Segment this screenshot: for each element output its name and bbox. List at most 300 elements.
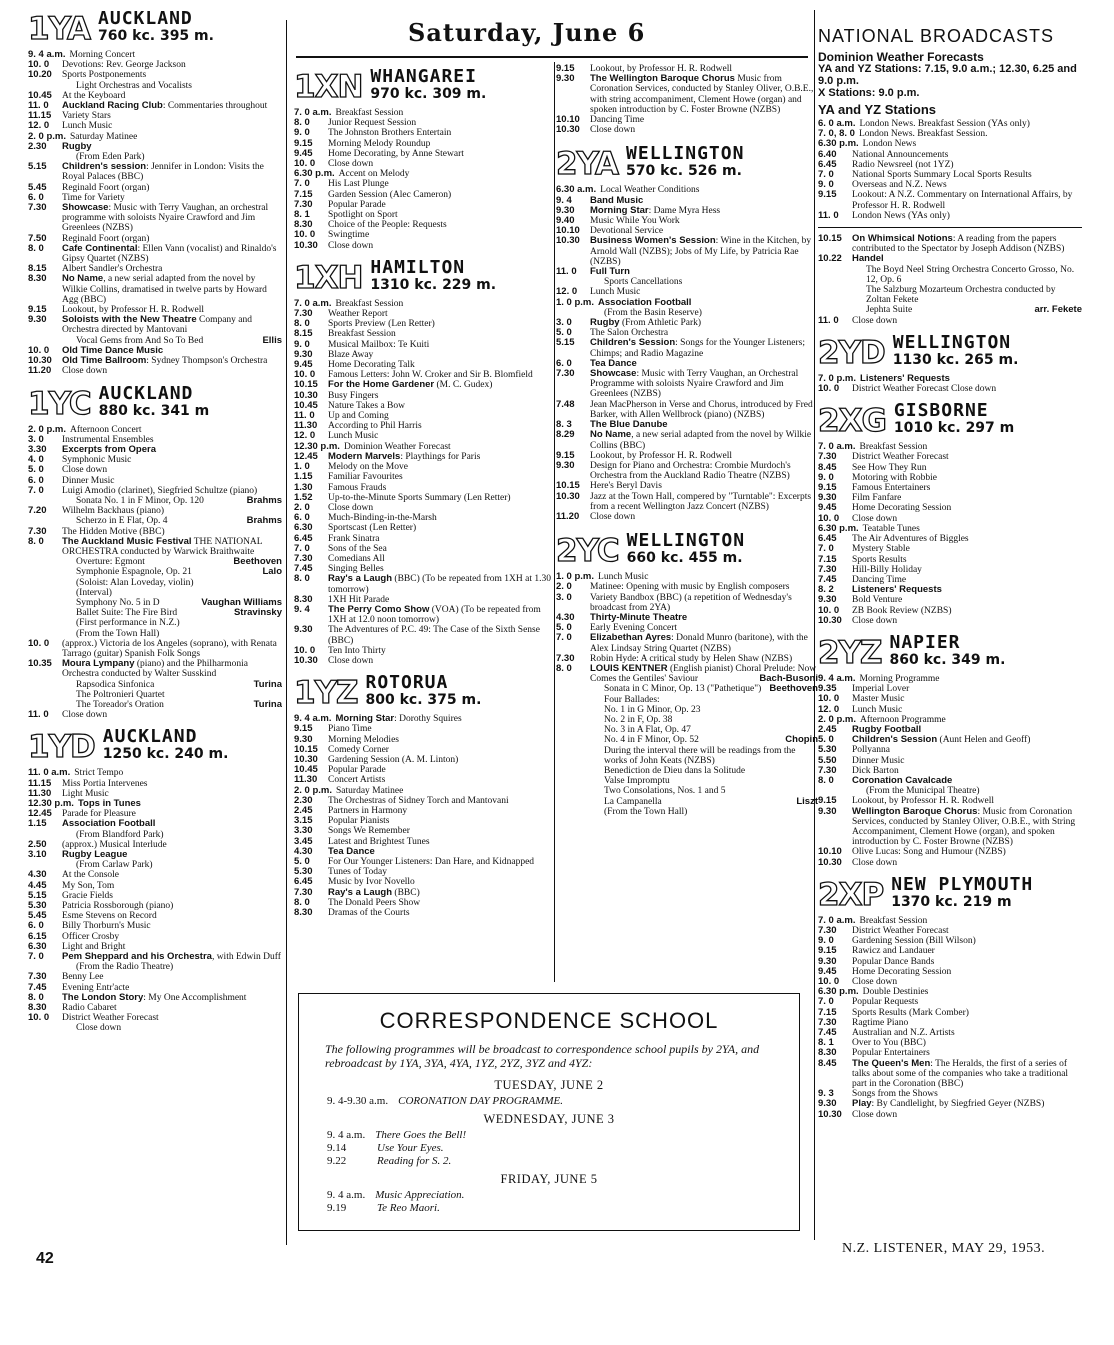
- programme-description: Tunes of Today: [328, 867, 387, 878]
- composer: Brahms: [246, 515, 282, 527]
- programme-description: No. 1 in G Minor, Op. 23: [604, 704, 701, 715]
- programme-time: 5.45: [28, 910, 47, 922]
- programme-description: Vocal Gems from And So To Bed Ellis: [76, 334, 282, 346]
- programme-description: Children's Session: Songs for the Younger Listeners; Chimps; and Radio Magazine: [590, 337, 805, 359]
- programme-time: 9. 4: [294, 603, 310, 615]
- programme-time: 5.30: [818, 744, 837, 756]
- programme-time: 5.15: [28, 161, 47, 173]
- programme-description: Four Ballades:: [604, 694, 660, 705]
- programme-time: 3.45: [294, 835, 313, 847]
- programme-list: [28, 768, 282, 1033]
- programme-entry: [818, 234, 1082, 254]
- programme-entry: [28, 60, 282, 70]
- programme-description: Dramas of the Courts: [328, 908, 410, 919]
- programme-time: 5. 0: [28, 464, 44, 476]
- programme-time: 10.30: [818, 856, 842, 868]
- programme-description: Junior Request Session: [328, 118, 417, 129]
- programme-list: [294, 299, 552, 666]
- programme-time: 7. 0 a.m.: [818, 914, 856, 926]
- programme-description: Symphony No. 5 in D Vaughan Williams: [76, 596, 282, 608]
- programme-description: No. 3 in A Flat, Op. 47: [604, 725, 691, 736]
- station-logo: 2YD: [818, 334, 885, 371]
- programme-time: 6. 0 a.m.: [818, 118, 856, 129]
- programme-time: 10.45: [294, 399, 318, 411]
- correspondence-time: 9.22: [327, 1155, 347, 1167]
- programme-entry: [28, 315, 282, 335]
- programme-title: Rugby: [62, 140, 92, 152]
- programme-title: The Auckland Music Festival: [62, 535, 192, 547]
- programme-description: Breakfast Session: [859, 915, 928, 926]
- correspondence-programme: Music Appreciation.: [375, 1189, 465, 1201]
- programme-entry: [556, 277, 818, 287]
- programme-time: 8. 0: [28, 535, 44, 547]
- programme-time: 7. 0 a.m.: [294, 297, 332, 309]
- correspondence-programme: Use Your Eyes.: [377, 1142, 444, 1154]
- programme-time: 6. 0: [28, 920, 44, 932]
- programme-entry: [28, 690, 282, 700]
- programme-description: Musical Mailbox: Te Kuiti: [328, 339, 430, 350]
- programme-entry: [818, 555, 1082, 565]
- programme-time: 9.30: [294, 348, 313, 360]
- programme-description: During the interval there will be readings from the works of John Keats (NZBS): [604, 745, 796, 766]
- programme-entry: [818, 1018, 1082, 1028]
- programme-entry: [556, 461, 818, 481]
- programme-description: Breakfast Session: [335, 298, 404, 309]
- programme-time: 10. 0: [294, 229, 316, 241]
- programme-entry: [294, 190, 552, 200]
- programme-time: 10.30: [556, 490, 580, 502]
- programme-description: According to Phil Harris: [328, 421, 422, 432]
- programme-time: 5.30: [294, 866, 313, 878]
- programme-time: 8. 0: [28, 991, 44, 1003]
- programme-entry: [28, 455, 282, 465]
- programme-description: The Salzburg Mozarteum Orchestra conducted by Zoltan Fekete: [866, 285, 1056, 306]
- programme-time: 9.30: [556, 459, 575, 471]
- programme-description: London News (YAs only): [852, 210, 950, 221]
- programme-entry: [818, 384, 1082, 394]
- programme-description: [78, 799, 282, 809]
- programme-entry: [294, 786, 552, 796]
- programme-time: 10. 0: [28, 344, 50, 356]
- programme-description: Close down: [328, 159, 374, 170]
- programme-entry: [28, 486, 282, 496]
- programme-description: Rapsodica Sinfonica Turina: [76, 678, 282, 690]
- programme-entry: [294, 513, 552, 523]
- programme-entry: [28, 830, 282, 840]
- programme-title: The Blue Danube: [590, 419, 668, 431]
- station-logo: 1YA: [28, 11, 91, 47]
- programme-time: 7.30: [28, 202, 47, 214]
- programme-description: (From the Municipal Theatre): [866, 786, 980, 797]
- programme-description: [62, 445, 282, 455]
- station-name: WELLINGTON: [892, 331, 1012, 353]
- page-date-header: Saturday, June 6: [408, 18, 646, 47]
- weather-x: X Stations: 9.0 p.m.: [818, 87, 920, 99]
- programme-time: 8.30: [294, 907, 313, 919]
- programme-entry: [556, 766, 818, 776]
- programme-entry: [28, 274, 282, 305]
- programme-time: 2. 0: [294, 501, 310, 513]
- programme-time: 5. 0: [818, 734, 834, 746]
- programme-description: Devotions: Rev. George Jackson: [62, 60, 186, 71]
- national-broadcasts-title: NATIONAL BROADCASTS: [818, 26, 1055, 46]
- programme-time: 8.45: [818, 1057, 837, 1069]
- programme-description: On Whimsical Notions: A reading from the papers contributed to the Spectator by Joseph Addison (NZBS): [852, 233, 1065, 255]
- programme-time: 10.10: [556, 225, 580, 237]
- programme-list: [294, 714, 552, 918]
- programme-description: Wilhelm Backhaus (piano): [62, 506, 164, 517]
- programme-time: 10.30: [294, 389, 318, 401]
- programme-description: Popular Requests: [852, 997, 919, 1008]
- programme-title: Handel: [852, 253, 884, 265]
- programme-entry: [818, 565, 1082, 575]
- programme-time: 10. 0: [28, 637, 50, 649]
- programme-description: Lunch Music: [598, 572, 649, 583]
- programme-time: 12. 0: [818, 703, 840, 715]
- programme-entry: [556, 613, 818, 623]
- programme-entry: [294, 523, 552, 533]
- programme-title: Ray's a Laugh: [328, 573, 393, 585]
- programme-description: Old Time Ballroom: Sydney Thompson's Orchestra: [62, 355, 268, 367]
- programme-time: 10.30: [294, 753, 318, 765]
- programme-description: Symphonie Espagnole, Op. 21 Lalo: [76, 566, 282, 578]
- programme-description: Radio Cabaret: [62, 1003, 117, 1014]
- programme-time: 9. 4 a.m.: [818, 672, 856, 684]
- weather-ya-yz: YA and YZ Stations: 7.15, 9.0 a.m.; 12.30, 6.25 and 9.0 p.m.: [818, 63, 1077, 87]
- programme-description: Light Music: [62, 788, 109, 799]
- programme-description: Breakfast Session: [328, 329, 396, 340]
- programme-time: [818, 285, 852, 305]
- programme-description: Cafe Continental: Ellen Vann (vocalist) and Rinaldo's Gipsy Quartet (NZBS): [62, 242, 277, 265]
- programme-time: 10. 0: [294, 158, 316, 170]
- programme-list: [294, 108, 552, 251]
- programme-entry: [294, 220, 552, 230]
- programme-description: Reginald Foort (organ): [62, 233, 150, 244]
- programme-entry: [294, 421, 552, 431]
- composer: Bach-Busoni: [759, 673, 818, 685]
- programme-description: Time for Variety: [62, 192, 125, 203]
- programme-entry: [294, 534, 552, 544]
- programme-entry: [28, 50, 282, 60]
- programme-entry: [28, 567, 282, 577]
- station-header: [28, 382, 282, 422]
- station-name: AUCKLAND: [98, 8, 193, 29]
- programme-time: 9.45: [294, 359, 313, 371]
- correspondence-item: [299, 1142, 799, 1155]
- programme-entry: [818, 997, 1082, 1007]
- programme-list: [818, 374, 1082, 394]
- programme-description: [62, 819, 282, 829]
- programme-title: On Whimsical Notions: [852, 233, 953, 245]
- weather-title: Dominion Weather Forecasts: [818, 50, 984, 64]
- programme-description: [62, 142, 282, 152]
- programme-time: 6.30 p.m.: [818, 986, 859, 998]
- programme-time: 10. 0: [818, 976, 840, 987]
- programme-description: The Toreador's Oration Turina: [76, 698, 282, 710]
- programme-entry: [28, 932, 282, 942]
- programme-time: 10.22: [818, 253, 842, 265]
- programme-description: Songs We Remember: [328, 826, 410, 837]
- programme-entry: [294, 340, 552, 350]
- programme-time: 9.15: [556, 64, 575, 74]
- programme-entry: [556, 664, 818, 684]
- programme-time: 2. 0 p.m.: [28, 130, 67, 142]
- programme-time: 7.15: [294, 188, 313, 200]
- programme-description: Film Fanfare: [852, 493, 902, 504]
- programme-entry: [556, 369, 818, 400]
- programme-description: Close down: [62, 710, 108, 721]
- programme-title: Children's Session: [852, 734, 938, 746]
- programme-time: 12.45: [28, 808, 52, 820]
- programme-description: Albert Sandler's Orchestra: [62, 264, 163, 275]
- programme-time: 1. 0: [294, 461, 310, 473]
- programme-entry: [294, 139, 552, 149]
- programme-entry: [818, 745, 1082, 755]
- page-number: 42: [36, 1250, 54, 1267]
- programme-description: Pollyanna: [852, 745, 890, 756]
- programme-time: 6.30 p.m.: [294, 168, 335, 180]
- programme-time: 11.20: [28, 365, 52, 377]
- programme-time: 10. 0: [818, 693, 840, 705]
- programme-time: 7.30: [818, 924, 837, 936]
- programme-description: (From the Basin Reserve): [604, 307, 702, 318]
- station-header: [294, 256, 552, 296]
- programme-description: Valse Impromptu: [604, 776, 670, 787]
- programme-time: 6. 0: [28, 191, 44, 203]
- programme-time: 7.45: [28, 981, 47, 993]
- station-logo: 2YC: [556, 533, 619, 570]
- programme-time: 2. 0: [556, 581, 572, 593]
- programme-entry: [28, 81, 282, 91]
- station-frequency: 800 kc. 375 m.: [365, 692, 482, 709]
- programme-entry: [818, 786, 1082, 796]
- programme-entry: [556, 400, 818, 420]
- programme-time: 9. 4 a.m.: [294, 713, 332, 725]
- programme-entry: [294, 169, 552, 179]
- correspondence-programme: CORONATION DAY PROGRAMME.: [398, 1095, 563, 1107]
- programme-time: 11. 0: [556, 266, 577, 278]
- programme-description: Lunch Music: [590, 287, 641, 298]
- programme-time: 11.30: [28, 787, 52, 799]
- programme-entry: [818, 534, 1082, 544]
- programme-time: 9. 0: [294, 127, 310, 139]
- composer: Brahms: [246, 494, 282, 506]
- programme-entry: [294, 625, 552, 645]
- programme-time: 8. 0: [294, 896, 310, 908]
- composer: Ellis: [262, 334, 282, 346]
- programme-entry: [294, 745, 552, 755]
- programme-time: 7.30: [818, 1016, 837, 1028]
- programme-entry: [294, 544, 552, 554]
- programme-time: 4.30: [556, 611, 575, 623]
- programme-description: Over to You (BBC): [852, 1038, 926, 1049]
- programme-description: Dick Barton: [852, 765, 899, 776]
- programme-time: 10.30: [556, 235, 580, 247]
- programme-time: [28, 608, 62, 618]
- composer: Beethoven: [233, 556, 282, 568]
- programme-description: Luigi Amodio (clarinet), Siegfried Schultze (piano): [62, 485, 258, 496]
- programme-description: Business Women's Session: Wine in the Kitchen, by Arnold Wall (NZBS); Jobs of My Life, by Patricia Rae (NZBS): [590, 235, 812, 267]
- programme-entry: [556, 492, 818, 512]
- programme-time: 7. 0: [818, 169, 834, 181]
- programme-entry: [556, 786, 818, 796]
- programme-entry: [28, 121, 282, 131]
- correspondence-day: FRIDAY, JUNE 5: [500, 1172, 598, 1186]
- programme-time: 7. 0 p.m.: [818, 372, 857, 384]
- programme-description: Close down: [62, 465, 108, 476]
- programme-time: 8.15: [28, 263, 47, 275]
- programme-time: 3. 0: [28, 433, 44, 445]
- programme-time: 5.50: [818, 754, 837, 766]
- programme-description: Close down: [852, 977, 898, 987]
- programme-time: [28, 680, 62, 690]
- programme-time: 9.30: [28, 314, 47, 326]
- programme-time: [556, 807, 590, 817]
- programme-time: [28, 588, 62, 598]
- programme-entry: [28, 799, 282, 809]
- station-frequency: 1130 kc. 265 m.: [892, 351, 1019, 368]
- programme-entry: [28, 639, 282, 659]
- programme-description: Sonata in C Minor, Op. 13 ("Pathetique") Beethoven: [604, 683, 818, 695]
- programme-description: Close down: [590, 125, 636, 136]
- correspondence-item: [299, 1202, 799, 1215]
- programme-time: 8. 0: [294, 117, 310, 129]
- programme-time: 9.15: [818, 189, 837, 201]
- composer: Beethoven: [769, 683, 818, 695]
- programme-description: Close down: [328, 240, 374, 251]
- programme-description: Master Music: [852, 694, 905, 705]
- programme-time: 4. 0: [28, 454, 44, 466]
- programme-description: Devotional Service: [590, 226, 664, 237]
- programme-description: Morning Concert: [69, 50, 136, 60]
- programme-time: [28, 618, 62, 628]
- programme-title: Rugby: [590, 317, 620, 329]
- programme-time: 9. 0: [294, 338, 310, 350]
- programme-time: [556, 684, 590, 694]
- programme-entry: [28, 881, 282, 891]
- programme-title: Rugby Football: [852, 723, 922, 735]
- programme-description: Singing Belles: [328, 564, 384, 575]
- programme-description: Rawicz and Landauer: [852, 946, 935, 957]
- programme-time: 1. 0 p.m.: [556, 296, 595, 308]
- programme-time: 10. 0: [294, 369, 316, 381]
- correspondence-time: 9. 4 a.m.: [327, 1129, 366, 1141]
- programme-description: Blaze Away: [328, 349, 374, 360]
- programme-entry: [28, 111, 282, 121]
- programme-description: Billy Thorburn's Music: [62, 921, 151, 932]
- programme-time: 9.30: [556, 73, 575, 85]
- programme-description: 1XH Hit Parade: [328, 594, 390, 605]
- programme-time: 5. 0: [556, 622, 572, 634]
- programme-title: Modern Marvels: [328, 450, 401, 462]
- programme-entry: [294, 888, 552, 898]
- programme-entry: [28, 425, 282, 435]
- programme-list: [556, 64, 818, 135]
- programme-description: Light Orchestras and Vocalists: [76, 80, 193, 91]
- programme-description: Melody on the Move: [328, 462, 408, 473]
- programme-description: Ragtime Piano: [852, 1017, 909, 1028]
- programme-description: Strict Tempo: [74, 768, 124, 779]
- programme-description: Overseas and N.Z. News: [852, 180, 947, 191]
- programme-description: Esme Stevens on Record: [62, 911, 157, 922]
- programme-entry: [28, 578, 282, 588]
- programme-entry: [818, 674, 1082, 684]
- programme-description: Wellington Baroque Chorus: Music from Coronation Services, conducted by Stanley Oliver, O.B.E., with String Accompaniment, Clement Howe (organ), and spoken introduction by C. Foster Browne (NZBS): [852, 805, 1076, 848]
- programme-description: Swingtime: [328, 230, 370, 241]
- programme-title: Auckland Racing Club: [62, 100, 163, 112]
- programme-time: 6.45: [294, 532, 313, 544]
- programme-description: National Sports Summary Local Sports Results: [852, 170, 1032, 181]
- composer: Stravinsky: [233, 607, 282, 619]
- programme-description: For Our Younger Listeners: Dan Hare, and Kidnapped: [328, 857, 535, 867]
- programme-time: 7.30: [556, 652, 575, 664]
- programme-description: Comedians All: [328, 553, 385, 564]
- programme-entry: [818, 776, 1082, 786]
- programme-time: 9.15: [818, 482, 837, 494]
- correspondence-item: [299, 1189, 799, 1202]
- programme-entry: [818, 119, 1082, 129]
- programme-title: Association Football: [598, 296, 692, 308]
- programme-description: Home Decorating, by Anne Stewart: [328, 148, 464, 159]
- programme-description: Benediction de Dieu dans la Solitude: [604, 765, 746, 776]
- station-logo: 1YZ: [294, 675, 358, 712]
- programme-entry: [294, 503, 552, 513]
- programme-description: The Boyd Neel String Orchestra Concerto Grosso, No. 12, Op. 6: [866, 264, 1075, 285]
- programme-time: 7.30: [28, 525, 47, 537]
- programme-description: At the Keyboard: [62, 90, 126, 101]
- programme-entry: [28, 496, 282, 506]
- programme-time: 5.45: [28, 181, 47, 193]
- programme-time: 10.35: [28, 658, 52, 670]
- station-header: [294, 672, 552, 712]
- programme-description: Much-Binding-in-the-Marsh: [328, 513, 437, 524]
- programme-entry: [28, 557, 282, 567]
- programme-list: [818, 674, 1082, 868]
- programme-entry: [294, 806, 552, 816]
- programme-time: 10.45: [28, 89, 52, 101]
- programme-description: London News. Breakfast Session.: [858, 129, 988, 140]
- programme-time: 2.30: [28, 140, 47, 152]
- programme-entry: [556, 572, 818, 582]
- programme-description: Popular Parade: [328, 765, 386, 776]
- programme-time: 12. 0: [556, 286, 578, 298]
- programme-entry: [556, 125, 818, 135]
- programme-time: 11. 0: [818, 314, 839, 326]
- programme-description: Jean MacPherson in Verse and Chorus, introduced by Fred Barker, with Allen Wellbrock (piano) (NZBS): [590, 399, 813, 420]
- programme-description: See How They Run: [852, 462, 927, 473]
- programme-list: [28, 425, 282, 721]
- programme-title: Tea Dance: [328, 845, 375, 857]
- programme-entry: [556, 797, 818, 807]
- programme-time: 7.30: [294, 886, 313, 898]
- programme-description: Reginald Foort (organ): [62, 182, 150, 193]
- programme-time: 9. 3: [818, 1088, 834, 1100]
- programme-time: 7. 0: [818, 996, 834, 1008]
- programme-description: Close down: [590, 511, 636, 522]
- programme-entry: [294, 230, 552, 240]
- programme-description: Dancing Time: [590, 115, 645, 126]
- programme-entry: [818, 1038, 1082, 1048]
- correspondence-intro: The following programmes will be broadcast to correspondence school pupils by 2YA, and rebroadcast by 1YA, 3YA, 4YA, 1YZ, 2YZ, 3YZ and 4YZ:: [325, 1042, 760, 1070]
- programme-description: Sports Results (Mark Comber): [852, 1007, 969, 1018]
- programme-time: [28, 516, 62, 526]
- programme-time: 1. 0 p.m.: [556, 571, 595, 583]
- column-1: [28, 0, 282, 1345]
- programme-entry: [294, 796, 552, 806]
- programme-time: 7. 0: [818, 543, 834, 555]
- programme-time: 7.45: [818, 1027, 837, 1039]
- station-header: [818, 331, 1082, 371]
